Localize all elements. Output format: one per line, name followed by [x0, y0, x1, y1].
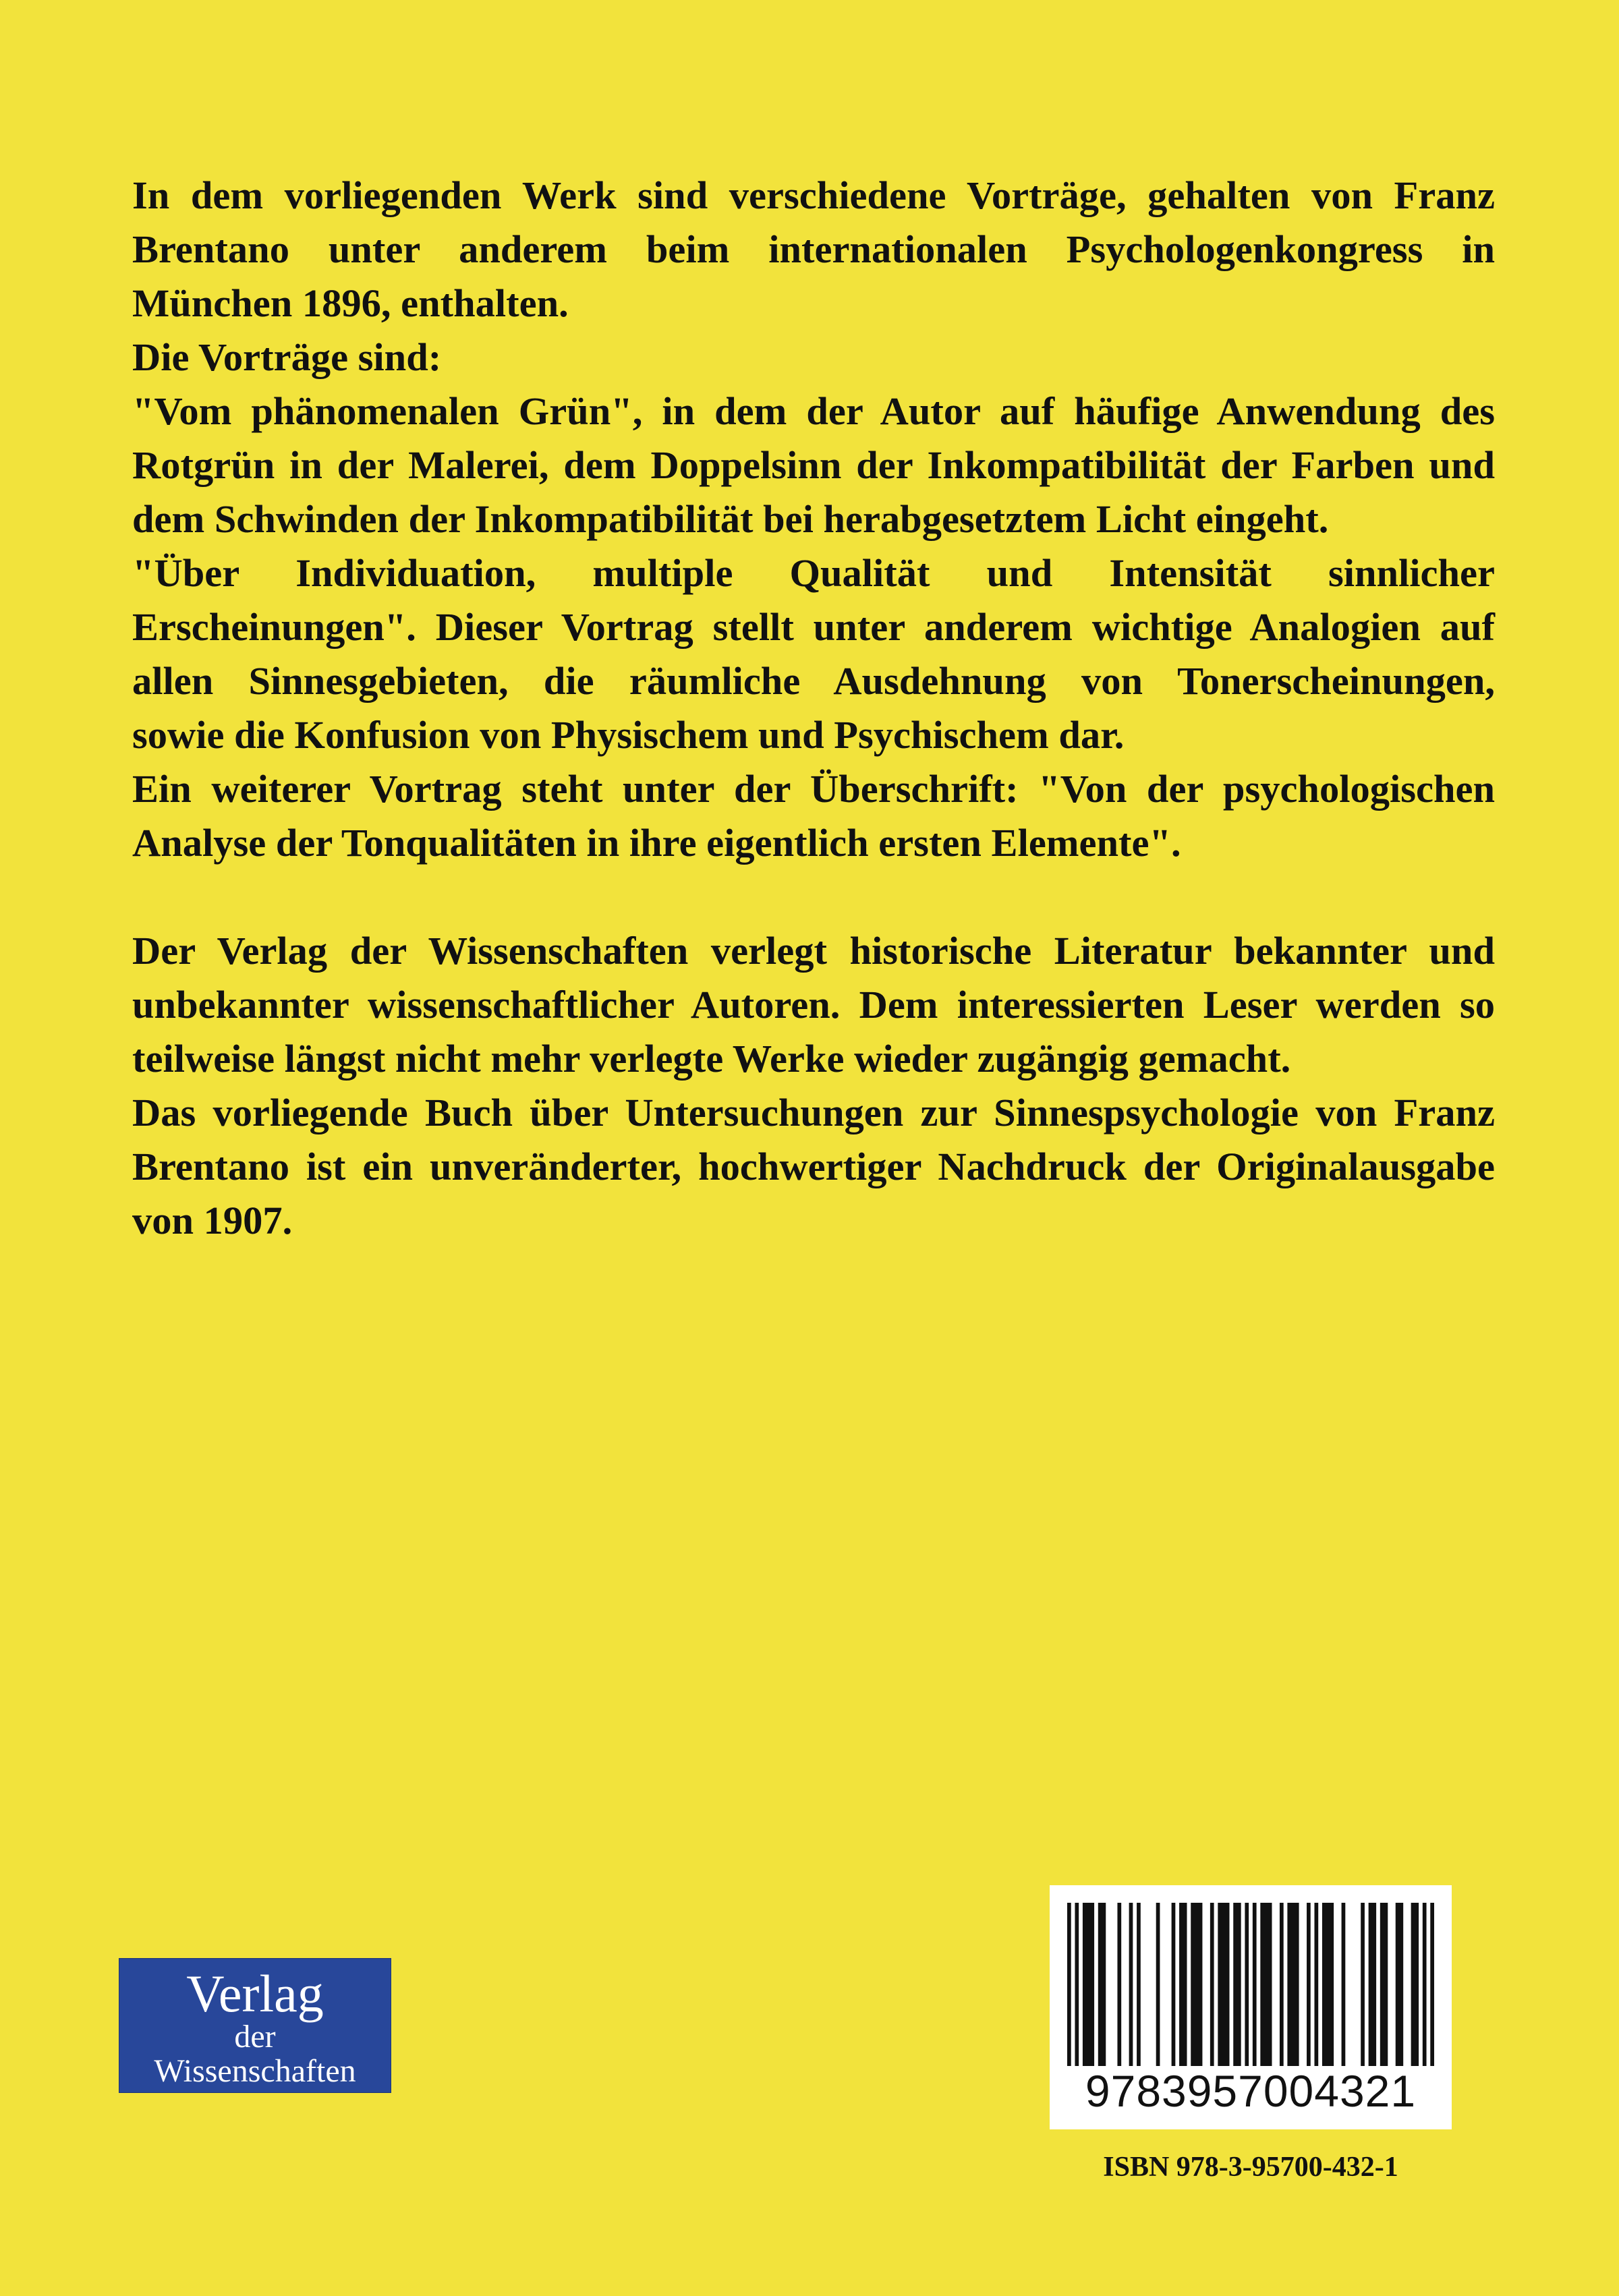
- barcode-bar: [1067, 1903, 1071, 2066]
- blurb-line: Brentano unter anderem beim internationalen Psychologenkongress in: [132, 227, 1495, 271]
- blurb-line: "Über Individuation, multiple Qualität und Intensität sinnlicher: [132, 551, 1495, 595]
- publisher-logo-line1: Verlag: [186, 1964, 324, 2023]
- blurb-line: Rotgrün in der Malerei, dem Doppelsinn der Inkompatibilität der Farben und: [132, 443, 1495, 487]
- blurb-line: München 1896, enthalten.: [132, 281, 569, 325]
- barcode-bar: [1137, 1903, 1141, 2066]
- blurb-line: In dem vorliegenden Werk sind verschiedene Vorträge, gehalten von Franz: [132, 173, 1495, 217]
- barcode-bar: [1342, 1903, 1346, 2066]
- blurb-line: sowie die Konfusion von Physischem und Psychischem dar.: [132, 713, 1125, 757]
- blurb-line: unbekannter wissenschaftlicher Autoren. Dem interessierten Leser werden so: [132, 983, 1495, 1027]
- barcode-bar: [1322, 1903, 1334, 2066]
- back-cover-blurb: [132, 169, 1495, 1248]
- blurb-line: Der Verlag der Wissenschaften verlegt historische Literatur bekannter und: [132, 929, 1495, 973]
- barcode-bar: [1369, 1903, 1376, 2066]
- blurb-line: dem Schwinden der Inkompatibilität bei herabgesetztem Licht eingeht.: [132, 497, 1329, 541]
- barcode-bar: [1280, 1903, 1284, 2066]
- blurb-line: Das vorliegende Buch über Untersuchungen zur Sinnespsychologie von Franz: [132, 1091, 1495, 1135]
- barcode-bar: [1117, 1903, 1121, 2066]
- publisher-logo: [119, 1958, 391, 2093]
- barcode-bar: [1430, 1903, 1434, 2066]
- barcode-bar: [1172, 1903, 1176, 2066]
- barcode-bar: [1287, 1903, 1299, 2066]
- barcode-bar: [1083, 1903, 1094, 2066]
- barcode-bar: [1380, 1903, 1388, 2066]
- barcode-bar: [1233, 1903, 1241, 2066]
- blurb-line: Die Vorträge sind:: [132, 335, 442, 379]
- barcode-bar: [1253, 1903, 1257, 2066]
- blurb-line: "Vom phänomenalen Grün", in dem der Autor auf häufige Anwendung des: [132, 389, 1495, 433]
- blurb-line: teilweise längst nicht mehr verlegte Werke wieder zugängig gemacht.: [132, 1037, 1291, 1081]
- barcode-digits: 9783957004321: [1085, 2066, 1417, 2116]
- blurb-line: Analyse der Tonqualitäten in ihre eigentlich ersten Elemente".: [132, 821, 1181, 865]
- barcode-bar: [1396, 1903, 1403, 2066]
- publisher-logo-line2: der: [234, 2019, 276, 2055]
- barcode-bar: [1210, 1903, 1214, 2066]
- blurb-line: von 1907.: [132, 1199, 293, 1242]
- isbn-label: ISBN 978-3-95700-432-1: [1103, 2152, 1398, 2183]
- barcode-bar: [1129, 1903, 1133, 2066]
- blurb-line: Brentano ist ein unveränderter, hochwertiger Nachdruck der Originalausgabe: [132, 1145, 1495, 1188]
- barcode-bar: [1156, 1903, 1160, 2066]
- barcode-bar: [1218, 1903, 1229, 2066]
- isbn-barcode: [1050, 1885, 1452, 2129]
- barcode-bars: [1067, 1903, 1434, 2066]
- barcode-bar: [1075, 1903, 1079, 2066]
- barcode-bar: [1098, 1903, 1106, 2066]
- barcode-bar: [1179, 1903, 1187, 2066]
- barcode-bar: [1191, 1903, 1202, 2066]
- blurb-line: Ein weiterer Vortrag steht unter der Überschrift: "Von der psychologischen: [132, 767, 1495, 811]
- paragraph-gap: [132, 870, 1495, 924]
- barcode-bar: [1361, 1903, 1365, 2066]
- barcode-bar: [1314, 1903, 1318, 2066]
- publisher-logo-line3: Wissenschaften: [154, 2053, 356, 2089]
- barcode-bar: [1245, 1903, 1249, 2066]
- blurb-line: allen Sinnesgebieten, die räumliche Ausdehnung von Tonerscheinungen,: [132, 659, 1495, 703]
- barcode-bar: [1307, 1903, 1311, 2066]
- barcode-bar: [1423, 1903, 1427, 2066]
- barcode-bar: [1260, 1903, 1272, 2066]
- barcode-bar: [1411, 1903, 1419, 2066]
- blurb-line: Erscheinungen". Dieser Vortrag stellt unter anderem wichtige Analogien auf: [132, 605, 1495, 649]
